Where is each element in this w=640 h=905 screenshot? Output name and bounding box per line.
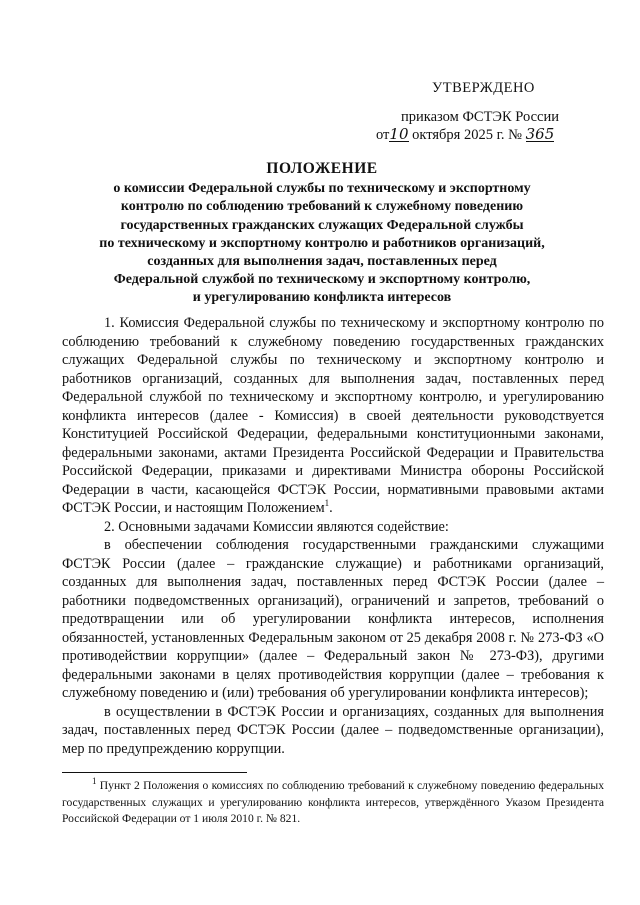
title-line: созданных для выполнения задач, поставленных перед bbox=[147, 254, 497, 270]
date-prefix: от bbox=[376, 127, 390, 143]
title-line: о комиссии Федеральной службы по техническому и экспортному bbox=[113, 181, 531, 197]
title-line: Федеральной службой по техническому и экспортному контролю, bbox=[113, 272, 531, 288]
paragraph-3: в обеспечении соблюдения государственными гражданскими служащими ФСТЭК России (далее – гражданские служащие) и работниками организаций, созданных для выполнения задач, поставленных перед ФСТЭК России (далее – работники подведомственных организаций), ограничений и запретов, требований о предотвращении или об урегулировании конфликта интересов, исполнения обязанностей, установленных Федеральным законом от 25 декабря 2008 г. № 273-ФЗ «О противодействии коррупции» (далее – Федеральный закон № 273-ФЗ), другими федеральными законами в целях противодействия коррупции (далее – требования к служебному поведению и (или) требования об урегулировании конфликта интересов); bbox=[62, 537, 604, 701]
order-number-handwritten: 365 bbox=[525, 125, 555, 143]
paragraph-1-end: . bbox=[329, 500, 333, 516]
paragraph-1 bbox=[62, 314, 604, 518]
paragraph-1-text: 1. Комиссия Федеральной службы по техническому и экспортному контролю по соблюдению требований к служебному поведению государственных гражданских служащих Федеральной службы по техническому и экспортному контролю и работников организаций, созданных для выполнения задач, поставленных перед Федеральной службой по техническому и экспортному контролю, и урегулированию конфликта интересов (далее - Комиссия) в своей деятельности руководствуется Конституцией Российской Федерации, федеральными конституционными законами, федеральными законами, актами Президента Российской Федерации и Правительства Российской Федерации, приказами и директивами Министра обороны Российской Федерации в части, касающейся ФСТЭК России, нормативными правовыми актами ФСТЭК России, и настоящим Положением bbox=[62, 315, 604, 516]
date-rest: октября 2025 г. № bbox=[412, 127, 522, 143]
order-line: приказом ФСТЭК России bbox=[401, 109, 560, 125]
title-line: и урегулированию конфликта интересов bbox=[192, 290, 452, 306]
title-heading: ПОЛОЖЕНИЕ bbox=[266, 160, 378, 177]
order-date-line bbox=[376, 127, 554, 144]
paragraph-2: 2. Основными задачами Комиссии являются содействие: bbox=[104, 518, 449, 535]
date-day-handwritten: 10 bbox=[389, 125, 409, 143]
footnote-ref[interactable]: 1 bbox=[324, 498, 330, 509]
title-line: государственных гражданских служащих Федеральной службы bbox=[120, 217, 524, 233]
document-body bbox=[62, 314, 604, 758]
approved-label: УТВЕРЖДЕНО bbox=[432, 80, 535, 96]
title-line: контролю по соблюдению требований к служебному поведению bbox=[120, 199, 524, 215]
footnote-mark: 1 bbox=[92, 776, 97, 787]
footnote bbox=[62, 778, 604, 828]
footnote-divider bbox=[62, 772, 247, 773]
paragraph-4: в осуществлении в ФСТЭК России и организациях, созданных для выполнения задач, поставленных перед ФСТЭК России (далее – подведомственные организации), мер по предупреждению коррупции. bbox=[62, 703, 604, 757]
footnote-text: Пункт 2 Положения о комиссиях по соблюдению требований к служебному поведению федеральных государственных служащих и урегулированию конфликта интересов, утверждённого Указом Президента Российской Федерации от 1 июля 2010 г. № 821. bbox=[62, 779, 604, 825]
document-title bbox=[60, 160, 584, 308]
title-line: по техническому и экспортному контролю и работников организаций, bbox=[99, 235, 545, 251]
